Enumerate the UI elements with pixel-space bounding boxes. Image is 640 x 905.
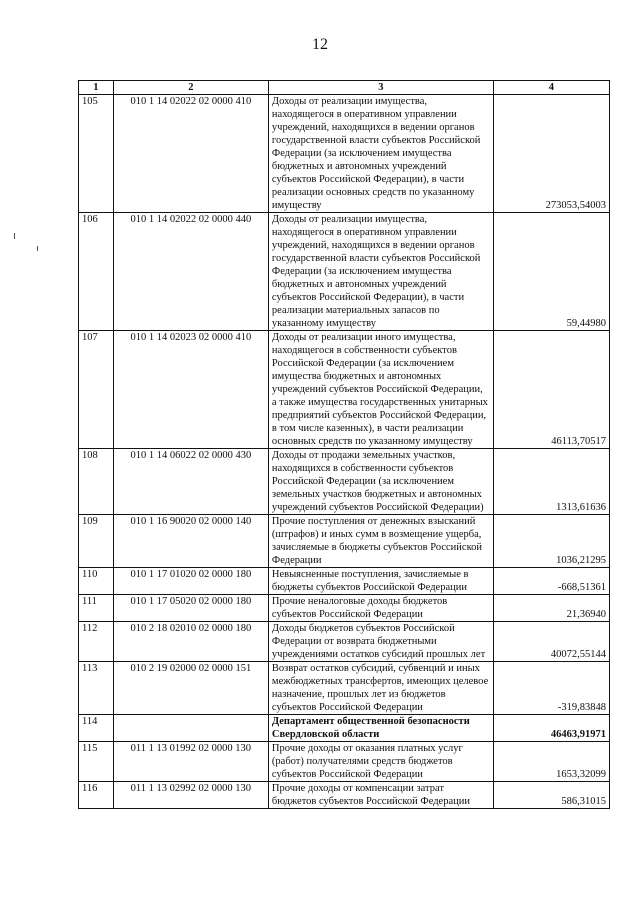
table-row: [79, 742, 610, 782]
row-name: Прочие поступления от денежных взысканий (штрафов) и иных сумм в возмещение ущерба, зачисляемые в бюджеты субъектов Российской Федерации: [268, 515, 493, 568]
row-code: 010 2 18 02010 02 0000 180: [113, 622, 268, 662]
table-row: [79, 622, 610, 662]
row-code: 010 1 14 02022 02 0000 440: [113, 213, 268, 331]
table-row: [79, 662, 610, 715]
row-code: 010 1 14 02023 02 0000 410: [113, 331, 268, 449]
row-amount: -668,51361: [493, 568, 609, 595]
row-name: Возврат остатков субсидий, субвенций и иных межбюджетных трансфертов, имеющих целевое назначение, прошлых лет из бюджетов субъектов Российской Федерации: [268, 662, 493, 715]
scan-artifact: [14, 233, 15, 239]
row-name: Прочие неналоговые доходы бюджетов субъектов Российской Федерации: [268, 595, 493, 622]
row-name: Доходы от реализации иного имущества, находящегося в собственности субъектов Российской Федерации (за исключением имущества бюджетных и автономных учреждений субъектов Российской Федерации, а также имущества государственных унитарных предприятий субъектов Российской Федерации, в том числе казенных), в части реализации основных средств по указанному имуществу: [268, 331, 493, 449]
table-row: [79, 331, 610, 449]
header-col-1: 1: [79, 81, 114, 95]
header-row: [79, 81, 610, 95]
row-number: 111: [79, 595, 114, 622]
row-number: 116: [79, 782, 114, 809]
table-row: [79, 95, 610, 213]
row-amount: 1653,32099: [493, 742, 609, 782]
row-number: 113: [79, 662, 114, 715]
row-amount: 1313,61636: [493, 449, 609, 515]
row-code: [113, 715, 268, 742]
row-amount: 1036,21295: [493, 515, 609, 568]
row-amount: 586,31015: [493, 782, 609, 809]
table-row: [79, 449, 610, 515]
table-row: [79, 715, 610, 742]
row-amount: 59,44980: [493, 213, 609, 331]
row-number: 115: [79, 742, 114, 782]
header-col-4: 4: [493, 81, 609, 95]
page-number: 12: [312, 36, 328, 53]
row-code: 010 1 14 02022 02 0000 410: [113, 95, 268, 213]
table-row: [79, 595, 610, 622]
table-row: [79, 213, 610, 331]
row-name: Прочие доходы от компенсации затрат бюджетов субъектов Российской Федерации: [268, 782, 493, 809]
row-name: Доходы от реализации имущества, находящегося в оперативном управлении учреждений, находящихся в ведении органов государственной власти субъектов Российской Федерации (за исключением имущества бюджетных и автономных учреждений субъектов Российской Федерации), в части реализации основных средств по указанному имуществу: [268, 95, 493, 213]
row-code: 010 2 19 02000 02 0000 151: [113, 662, 268, 715]
row-number: 107: [79, 331, 114, 449]
table-row: [79, 568, 610, 595]
table-row: [79, 515, 610, 568]
row-name: Департамент общественной безопасности Свердловской области: [268, 715, 493, 742]
row-name: Доходы бюджетов субъектов Российской Федерации от возврата бюджетными учреждениями остатков субсидий прошлых лет: [268, 622, 493, 662]
row-code: 011 1 13 01992 02 0000 130: [113, 742, 268, 782]
row-code: 010 1 17 05020 02 0000 180: [113, 595, 268, 622]
row-number: 106: [79, 213, 114, 331]
row-number: 108: [79, 449, 114, 515]
row-code: 010 1 17 01020 02 0000 180: [113, 568, 268, 595]
scan-artifact: [37, 246, 38, 251]
header-col-3: 3: [268, 81, 493, 95]
table-row: [79, 782, 610, 809]
row-code: 011 1 13 02992 02 0000 130: [113, 782, 268, 809]
row-number: 112: [79, 622, 114, 662]
row-amount: 46463,91971: [493, 715, 609, 742]
row-amount: 273053,54003: [493, 95, 609, 213]
row-name: Невыясненные поступления, зачисляемые в бюджеты субъектов Российской Федерации: [268, 568, 493, 595]
row-amount: -319,83848: [493, 662, 609, 715]
revenue-table: [78, 80, 610, 809]
row-name: Доходы от реализации имущества, находящегося в оперативном управлении учреждений, находящихся в ведении органов государственной власти субъектов Российской Федерации (за исключением имущества бюджетных и автономных учреждений субъектов Российской Федерации), в части реализации материальных запасов по указанному имуществу: [268, 213, 493, 331]
row-code: 010 1 16 90020 02 0000 140: [113, 515, 268, 568]
row-amount: 21,36940: [493, 595, 609, 622]
row-name: Доходы от продажи земельных участков, находящихся в собственности субъектов Российской Федерации (за исключением земельных участков бюджетных и автономных учреждений субъектов Российской Федерации): [268, 449, 493, 515]
row-name: Прочие доходы от оказания платных услуг (работ) получателями средств бюджетов субъектов Российской Федерации: [268, 742, 493, 782]
row-code: 010 1 14 06022 02 0000 430: [113, 449, 268, 515]
header-col-2: 2: [113, 81, 268, 95]
row-number: 105: [79, 95, 114, 213]
row-number: 110: [79, 568, 114, 595]
row-number: 114: [79, 715, 114, 742]
row-amount: 40072,55144: [493, 622, 609, 662]
row-number: 109: [79, 515, 114, 568]
row-amount: 46113,70517: [493, 331, 609, 449]
